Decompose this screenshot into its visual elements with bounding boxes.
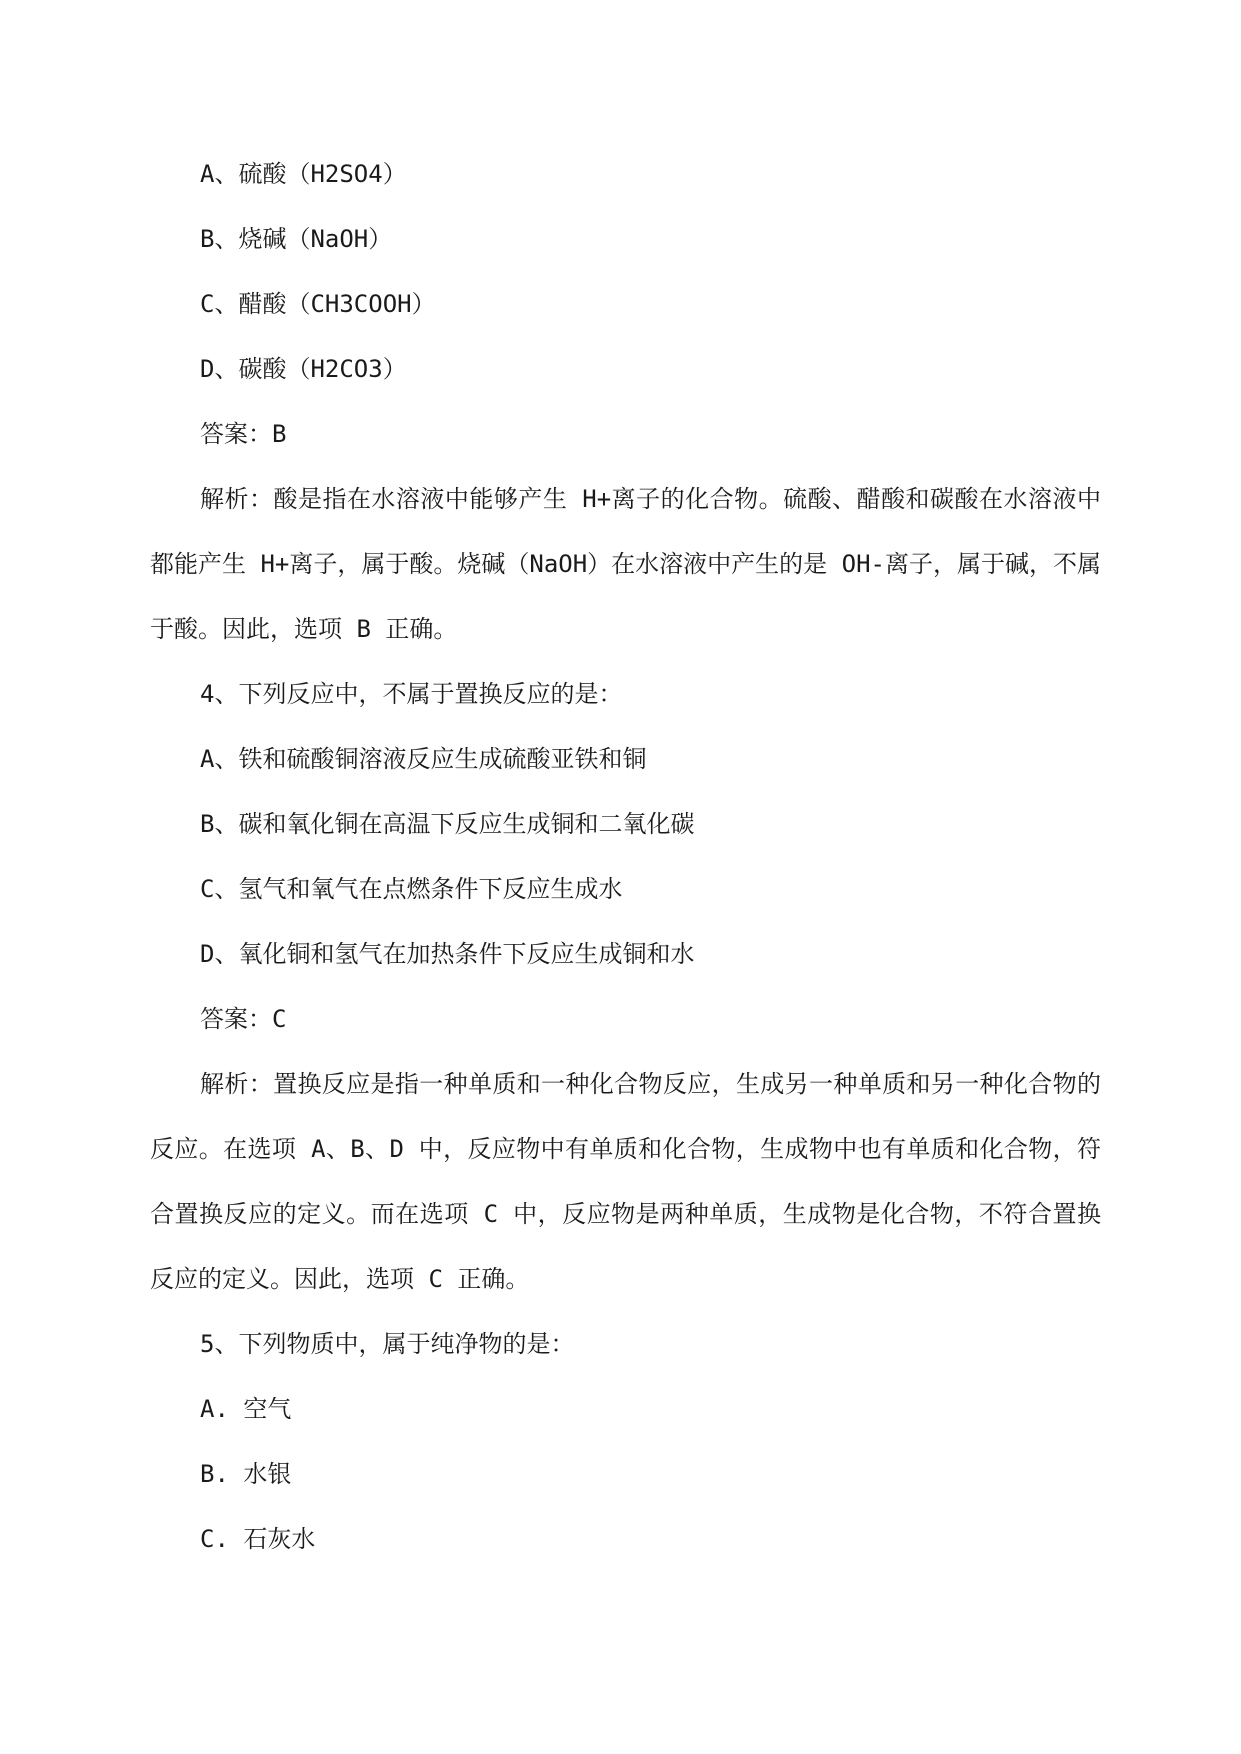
q3-option-b: B、烧碱（NaOH） <box>200 225 393 253</box>
q3-analysis: 解析：酸是指在水溶液中能够产生 H+离子的化合物。硫酸、醋酸和碳酸在水溶液中都能产生 H+离子，属于酸。烧碱（NaOH）在水溶液中产生的是 OH-离子，属于碱，不属于酸。因此，选项 B 正确。 <box>150 485 1101 643</box>
q5-option-a: A. 空气 <box>200 1395 292 1423</box>
q5-question: 5、下列物质中，属于纯净物的是： <box>200 1330 575 1358</box>
q4-analysis: 解析：置换反应是指一种单质和一种化合物反应，生成另一种单质和另一种化合物的反应。在选项 A、B、D 中，反应物中有单质和化合物，生成物中也有单质和化合物，符合置换反应的定义。而在选项 C 中，反应物是两种单质，生成物是化合物，不符合置换反应的定义。因此，选项 C 正确。 <box>150 1070 1101 1293</box>
q5-option-b: B. 水银 <box>200 1460 292 1488</box>
q4-option-d: D、氧化铜和氢气在加热条件下反应生成铜和水 <box>200 940 695 968</box>
q3-option-d: D、碳酸（H2CO3） <box>200 355 407 383</box>
q3-option-c: C、醋酸（CH3COOH） <box>200 290 436 318</box>
q4-option-a: A、铁和硫酸铜溶液反应生成硫酸亚铁和铜 <box>200 745 647 773</box>
q3-answer: 答案：B <box>200 420 287 448</box>
q4-answer: 答案：C <box>200 1005 287 1033</box>
q4-option-c: C、氢气和氧气在点燃条件下反应生成水 <box>200 875 623 903</box>
q4-question: 4、下列反应中，不属于置换反应的是： <box>200 680 623 708</box>
q5-option-c: C. 石灰水 <box>200 1525 316 1553</box>
q3-option-a: A、硫酸（H2SO4） <box>200 160 407 188</box>
q4-option-b: B、碳和氧化铜在高温下反应生成铜和二氧化碳 <box>200 810 695 838</box>
